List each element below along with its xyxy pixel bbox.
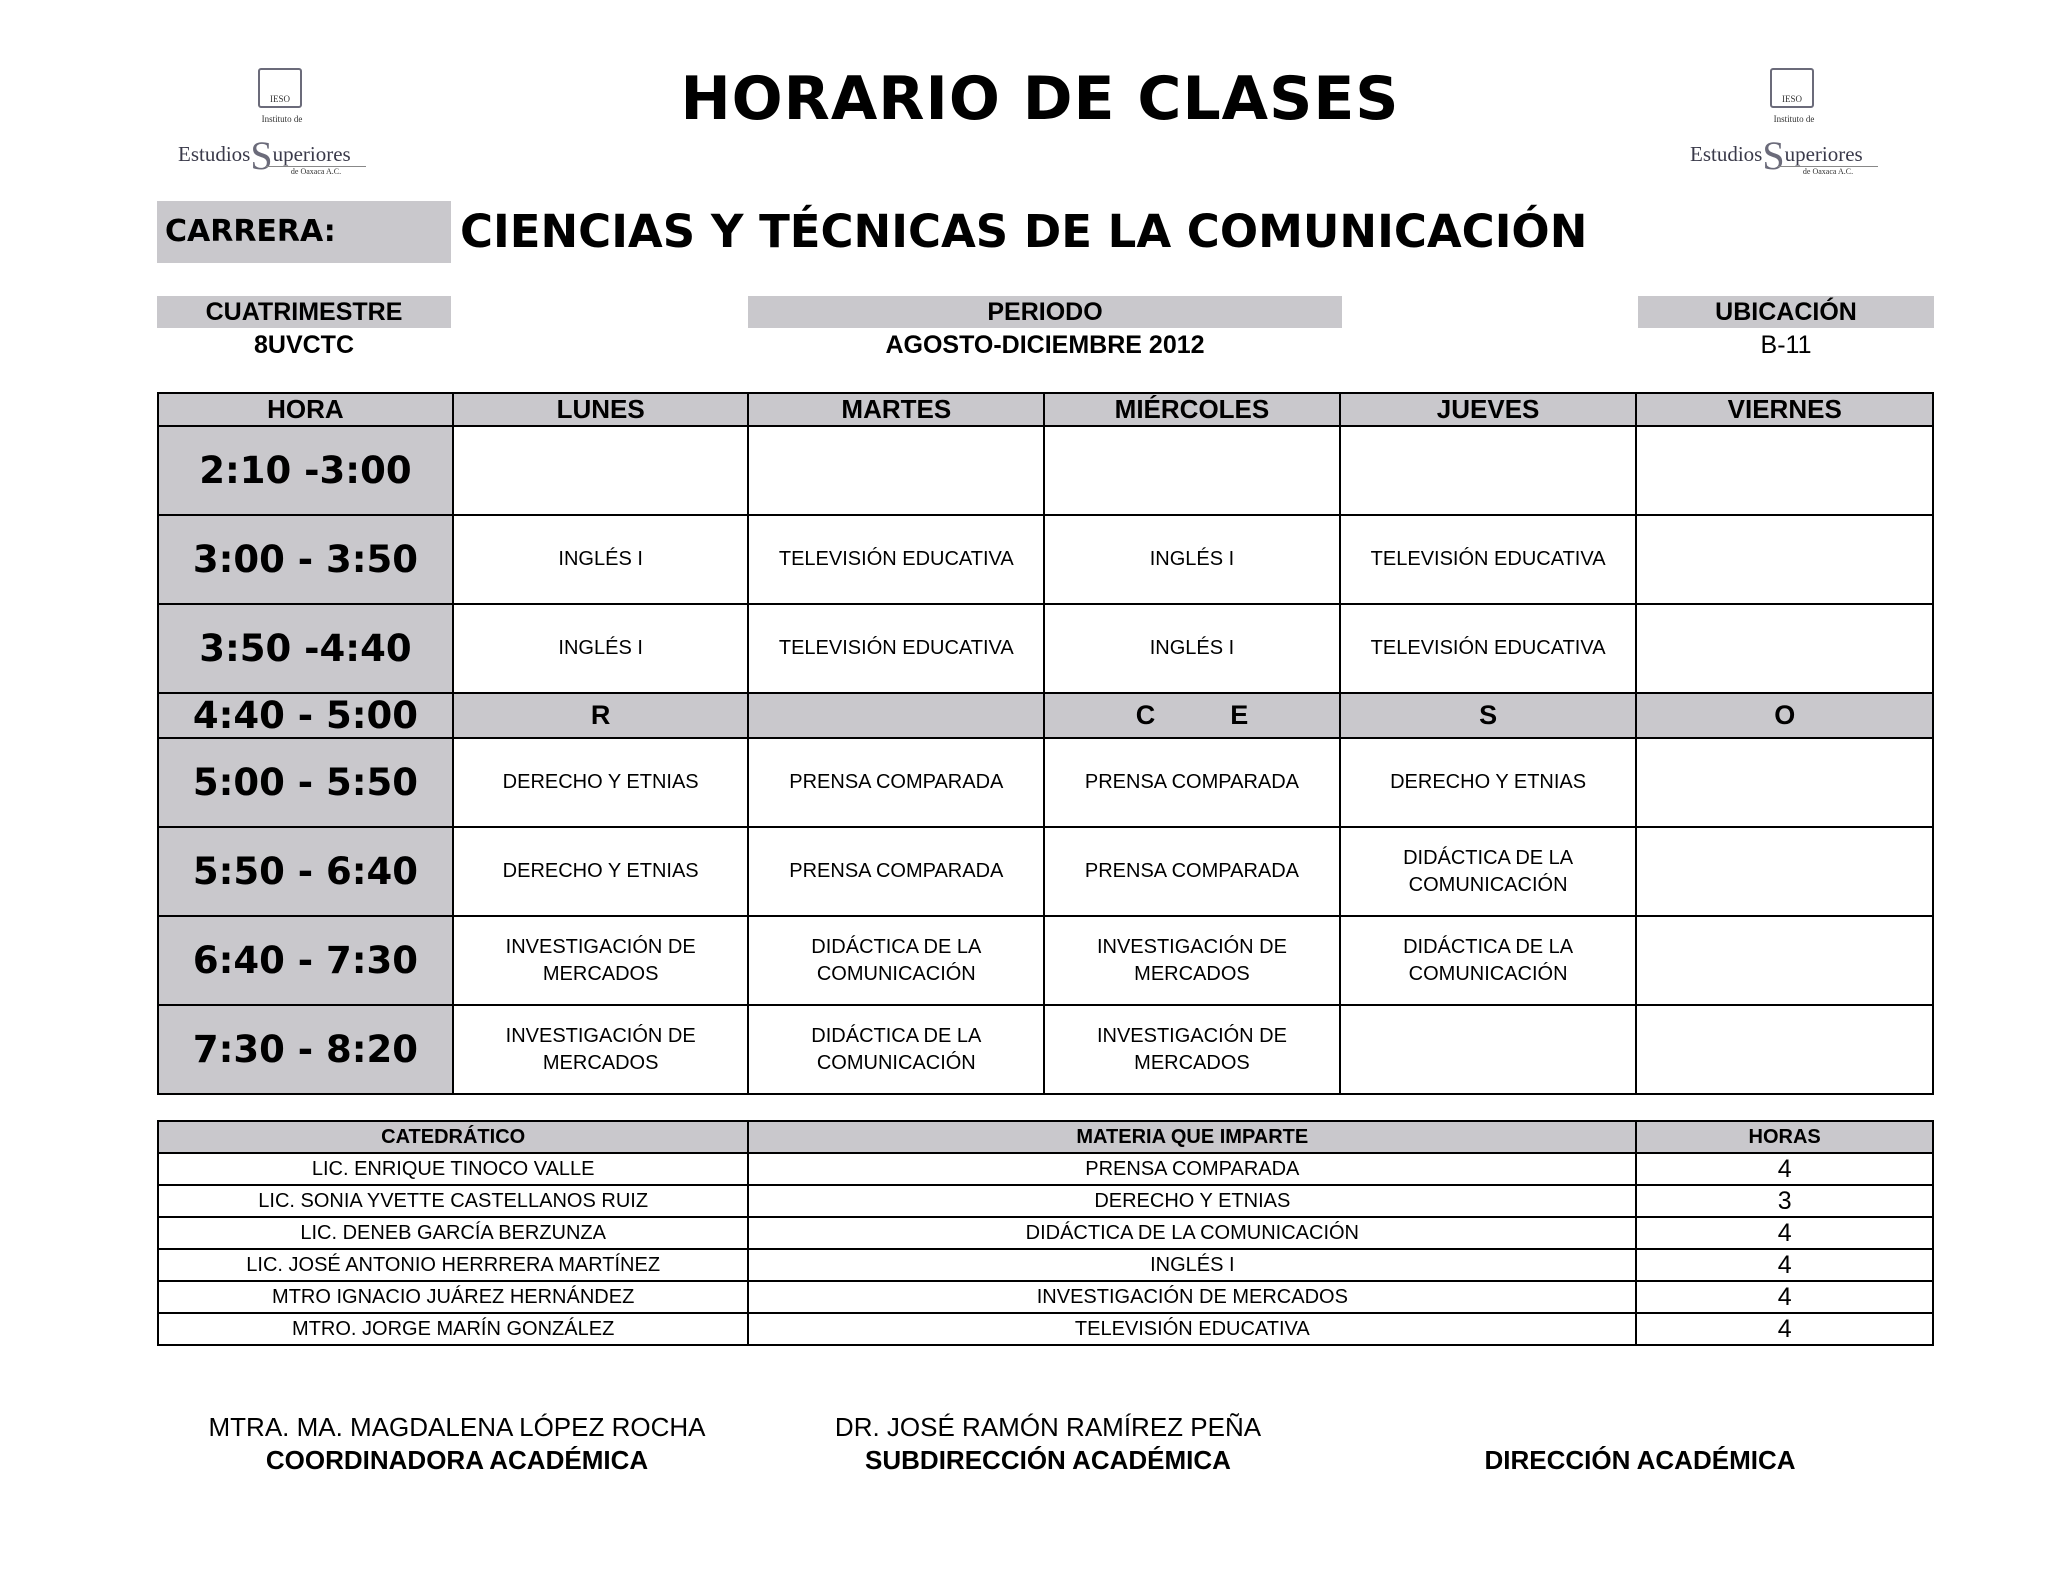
ubicacion-value: B-11 <box>1760 331 1812 359</box>
class-cell: INGLÉS I <box>1044 604 1340 693</box>
professor-row <box>158 1313 1933 1345</box>
professor-subject: INGLÉS I <box>748 1249 1636 1281</box>
class-cell: INVESTIGACIÓN DE MERCADOS <box>453 1005 749 1094</box>
logo-main-text: EstudiosSuperiores <box>1690 133 1863 178</box>
professors-header-row <box>158 1121 1933 1153</box>
logo-emblem: IESO <box>1770 68 1814 108</box>
professor-name: MTRO IGNACIO JUÁREZ HERNÁNDEZ <box>158 1281 748 1313</box>
recess-letter: S <box>1340 693 1637 738</box>
logo-sub-text: de Oaxaca A.C. <box>1778 166 1878 176</box>
page-title: HORARIO DE CLASES <box>680 64 1400 134</box>
class-cell <box>1636 1005 1933 1094</box>
professor-row <box>158 1281 1933 1313</box>
time-slot: 7:30 - 8:20 <box>158 1005 453 1094</box>
recess-row <box>158 693 1933 738</box>
header-lunes: LUNES <box>453 393 749 426</box>
logo-institute-text: Instituto de <box>261 114 303 124</box>
schedule-row <box>158 738 1933 827</box>
schedule-row <box>158 515 1933 604</box>
schedule-row <box>158 1005 1933 1094</box>
ubicacion-label: UBICACIÓN <box>1638 296 1934 328</box>
professor-subject: TELEVISIÓN EDUCATIVA <box>748 1313 1636 1345</box>
professor-name: LIC. DENEB GARCÍA BERZUNZA <box>158 1217 748 1249</box>
class-cell <box>1636 426 1933 515</box>
class-cell: INVESTIGACIÓN DE MERCADOS <box>1044 916 1340 1005</box>
signature-coordinadora <box>157 1411 757 1477</box>
professor-hours: 4 <box>1636 1313 1933 1345</box>
logo-main-text: EstudiosSuperiores <box>178 133 351 178</box>
class-cell: TELEVISIÓN EDUCATIVA <box>1340 604 1637 693</box>
schedule-header-row <box>158 393 1933 426</box>
time-slot: 5:50 - 6:40 <box>158 827 453 916</box>
professor-row <box>158 1249 1933 1281</box>
class-cell <box>1044 426 1340 515</box>
class-cell: DERECHO Y ETNIAS <box>1340 738 1637 827</box>
professor-hours: 4 <box>1636 1249 1933 1281</box>
class-cell: DIDÁCTICA DE LA COMUNICACIÓN <box>1340 916 1637 1005</box>
professor-row <box>158 1185 1933 1217</box>
professor-hours: 4 <box>1636 1153 1933 1185</box>
signature-direccion <box>1440 1411 1840 1477</box>
time-slot: 6:40 - 7:30 <box>158 916 453 1005</box>
time-slot: 4:40 - 5:00 <box>158 693 453 738</box>
recess-letter: R <box>453 693 749 738</box>
periodo-label: PERIODO <box>748 296 1342 328</box>
header-hora: HORA <box>158 393 453 426</box>
signature-name <box>1440 1411 1840 1444</box>
class-cell: PRENSA COMPARADA <box>1044 738 1340 827</box>
professor-name: LIC. JOSÉ ANTONIO HERRRERA MARTÍNEZ <box>158 1249 748 1281</box>
header-miercoles: MIÉRCOLES <box>1044 393 1340 426</box>
signature-name: MTRA. MA. MAGDALENA LÓPEZ ROCHA <box>208 1412 706 1442</box>
signature-role: SUBDIRECCIÓN ACADÉMICA <box>865 1445 1231 1475</box>
class-cell: DIDÁCTICA DE LA COMUNICACIÓN <box>748 1005 1044 1094</box>
class-cell: TELEVISIÓN EDUCATIVA <box>748 515 1044 604</box>
professor-hours: 4 <box>1636 1217 1933 1249</box>
class-cell: PRENSA COMPARADA <box>748 827 1044 916</box>
time-slot: 5:00 - 5:50 <box>158 738 453 827</box>
header-viernes: VIERNES <box>1636 393 1933 426</box>
schedule-table <box>157 392 1934 1095</box>
class-cell <box>1636 738 1933 827</box>
header-horas: HORAS <box>1636 1121 1933 1153</box>
logo-institute-text: Instituto de <box>1773 114 1815 124</box>
header-jueves: JUEVES <box>1340 393 1637 426</box>
professors-table <box>157 1120 1934 1346</box>
class-cell: INGLÉS I <box>453 604 749 693</box>
class-cell <box>1636 827 1933 916</box>
header-materia: MATERIA QUE IMPARTE <box>748 1121 1636 1153</box>
signature-role: COORDINADORA ACADÉMICA <box>265 1445 649 1475</box>
logo-emblem: IESO <box>258 68 302 108</box>
professor-name: LIC. ENRIQUE TINOCO VALLE <box>158 1153 748 1185</box>
class-cell: INVESTIGACIÓN DE MERCADOS <box>1044 1005 1340 1094</box>
time-slot: 3:00 - 3:50 <box>158 515 453 604</box>
periodo-value: AGOSTO-DICIEMBRE 2012 <box>885 331 1205 359</box>
class-cell <box>748 426 1044 515</box>
carrera-value: CIENCIAS Y TÉCNICAS DE LA COMUNICACIÓN <box>460 205 1588 258</box>
header-martes: MARTES <box>748 393 1044 426</box>
class-cell <box>1636 916 1933 1005</box>
class-cell <box>1340 1005 1637 1094</box>
institute-logo-right <box>1690 68 1890 178</box>
schedule-row <box>158 827 1933 916</box>
institute-logo-left <box>178 68 378 178</box>
professor-hours: 3 <box>1636 1185 1933 1217</box>
time-slot: 3:50 -4:40 <box>158 604 453 693</box>
recess-letter: O <box>1636 693 1933 738</box>
time-slot: 2:10 -3:00 <box>158 426 453 515</box>
class-cell: INVESTIGACIÓN DE MERCADOS <box>453 916 749 1005</box>
schedule-row <box>158 426 1933 515</box>
class-cell: DIDÁCTICA DE LA COMUNICACIÓN <box>748 916 1044 1005</box>
recess-letter: C E <box>1044 693 1340 738</box>
class-cell: DERECHO Y ETNIAS <box>453 827 749 916</box>
signature-role: DIRECCIÓN ACADÉMICA <box>1484 1445 1796 1475</box>
professor-name: LIC. SONIA YVETTE CASTELLANOS RUIZ <box>158 1185 748 1217</box>
professor-row <box>158 1217 1933 1249</box>
class-cell: DIDÁCTICA DE LA COMUNICACIÓN <box>1340 827 1637 916</box>
class-cell: INGLÉS I <box>1044 515 1340 604</box>
class-cell <box>1636 515 1933 604</box>
class-cell <box>1636 604 1933 693</box>
recess-letter <box>748 693 1044 738</box>
professor-name: MTRO. JORGE MARÍN GONZÁLEZ <box>158 1313 748 1345</box>
carrera-label: CARRERA: <box>157 201 451 263</box>
schedule-row <box>158 604 1933 693</box>
class-cell: PRENSA COMPARADA <box>1044 827 1340 916</box>
class-cell: PRENSA COMPARADA <box>748 738 1044 827</box>
professor-subject: PRENSA COMPARADA <box>748 1153 1636 1185</box>
professor-subject: DERECHO Y ETNIAS <box>748 1185 1636 1217</box>
schedule-row <box>158 916 1933 1005</box>
signature-subdireccion <box>798 1411 1298 1477</box>
cuatrimestre-label: CUATRIMESTRE <box>157 296 451 328</box>
signature-name: DR. JOSÉ RAMÓN RAMÍREZ PEÑA <box>834 1412 1262 1442</box>
class-cell: DERECHO Y ETNIAS <box>453 738 749 827</box>
logo-sub-text: de Oaxaca A.C. <box>266 166 366 176</box>
professor-subject: DIDÁCTICA DE LA COMUNICACIÓN <box>748 1217 1636 1249</box>
class-cell <box>1340 426 1637 515</box>
cuatrimestre-value: 8UVCTC <box>253 331 354 359</box>
class-cell: TELEVISIÓN EDUCATIVA <box>1340 515 1637 604</box>
class-cell: INGLÉS I <box>453 515 749 604</box>
class-cell: TELEVISIÓN EDUCATIVA <box>748 604 1044 693</box>
professor-row <box>158 1153 1933 1185</box>
header-catedratico: CATEDRÁTICO <box>158 1121 748 1153</box>
professor-subject: INVESTIGACIÓN DE MERCADOS <box>748 1281 1636 1313</box>
professor-hours: 4 <box>1636 1281 1933 1313</box>
class-cell <box>453 426 749 515</box>
